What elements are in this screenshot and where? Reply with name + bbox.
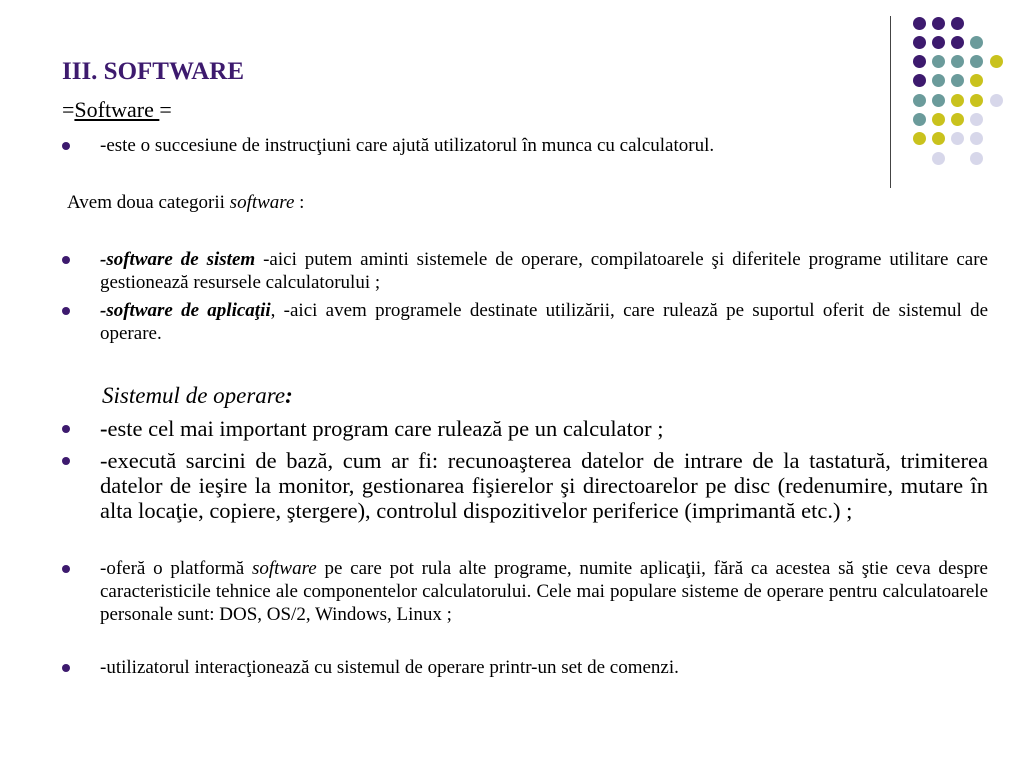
os-bullet-3 [100,557,988,626]
os-heading-text: Sistemul de operare [102,383,286,408]
os-bullet-text-end: pe care pot rula alte programe, numite aplicaţii, fără ca acestea să ştie ceva despre caracteristicile tehnice ale componentelor calculatorului. Cele mai populare sisteme de operare pentru calculatoarele personale sunt: DOS, OS/2, Windows, Linux ; [100,558,988,625]
decor-dot [970,152,983,165]
decor-dot [932,55,945,68]
bullet-dot [62,457,70,465]
decor-dot [970,55,983,68]
subtitle [62,97,172,123]
categories-line-emph: software [229,192,295,213]
os-bullet-text: -utilizatorul interacţionează cu sistemul de operare printr-un set de comenzi. [100,657,679,678]
category-item-application [100,299,988,345]
decor-dot [913,113,926,126]
decor-dot [951,17,964,30]
bullet-dot [62,425,70,433]
decor-dot [913,17,926,30]
os-bullet-text: -oferă o platformă [100,558,252,579]
category-term: -software de sistem [100,249,256,270]
category-text: -aici putem aminti sistemele de operare, compilatoarele şi diferitele programe utilitare care gestionează resursele calculatorului ; [100,249,988,293]
decor-dot [932,74,945,87]
subtitle-suffix: = [159,97,172,122]
decor-dot [970,36,983,49]
intro-bullet-text: -este o succesiune de instrucţiuni care ajută utilizatorul în munca cu calculatorul. [100,135,715,156]
bullet-dot [62,142,70,150]
subtitle-prefix: = [62,97,75,122]
bullet-dot [62,307,70,315]
decor-dot [932,152,945,165]
divider-line [890,16,891,188]
os-bullet-text: -execută sarcini de bază, cum ar fi: recunoaşterea datelor de intrare de la tastatură, trimiterea datelor de ieşire la monitor, gestionarea fişierelor şi directoarelor pe disc (redenumire, mutare în alta locaţie, copiere, ştergere), controlul dispozitivelor periferice (imprimantă etc.) ; [100,448,988,523]
decor-dot [951,113,964,126]
decor-dot [970,94,983,107]
os-bullet-4 [100,656,988,679]
categories-line-text: Avem doua categorii [67,192,230,213]
decor-dot [990,55,1003,68]
decor-dot [913,55,926,68]
os-bullet-prefix: - [100,416,108,441]
intro-bullet [100,134,988,157]
decor-dot [913,36,926,49]
bullet-dot [62,664,70,672]
decor-dot [932,113,945,126]
os-bullet-emph: software [251,558,317,579]
os-heading-colon: : [285,383,293,408]
decor-dot [951,74,964,87]
slide-title: III. SOFTWARE [62,58,244,85]
bullet-dot [62,565,70,573]
decor-dot [913,94,926,107]
decor-dot [951,36,964,49]
category-text: , -aici avem programele destinate utilizării, care rulează pe suportul oferit de sistemul de operare. [100,300,989,344]
decor-dot [970,113,983,126]
decor-dot [951,94,964,107]
decor-dot [951,55,964,68]
decor-dot [913,132,926,145]
decor-dot [932,94,945,107]
decor-dot [932,36,945,49]
decor-dot [913,74,926,87]
category-term: -software de aplicaţii [100,300,271,321]
os-bullet-2 [100,448,988,523]
category-item-system [100,248,988,294]
decor-dot [932,17,945,30]
subtitle-word: Software [74,97,160,122]
os-heading [102,382,293,410]
decor-dot [990,94,1003,107]
categories-line-end: : [294,192,305,213]
decor-dot [970,74,983,87]
os-bullet-1 [100,416,988,441]
os-bullet-text: este cel mai important program care rulează pe un calculator ; [107,416,664,441]
bullet-dot [62,256,70,264]
categories-line [67,191,304,214]
